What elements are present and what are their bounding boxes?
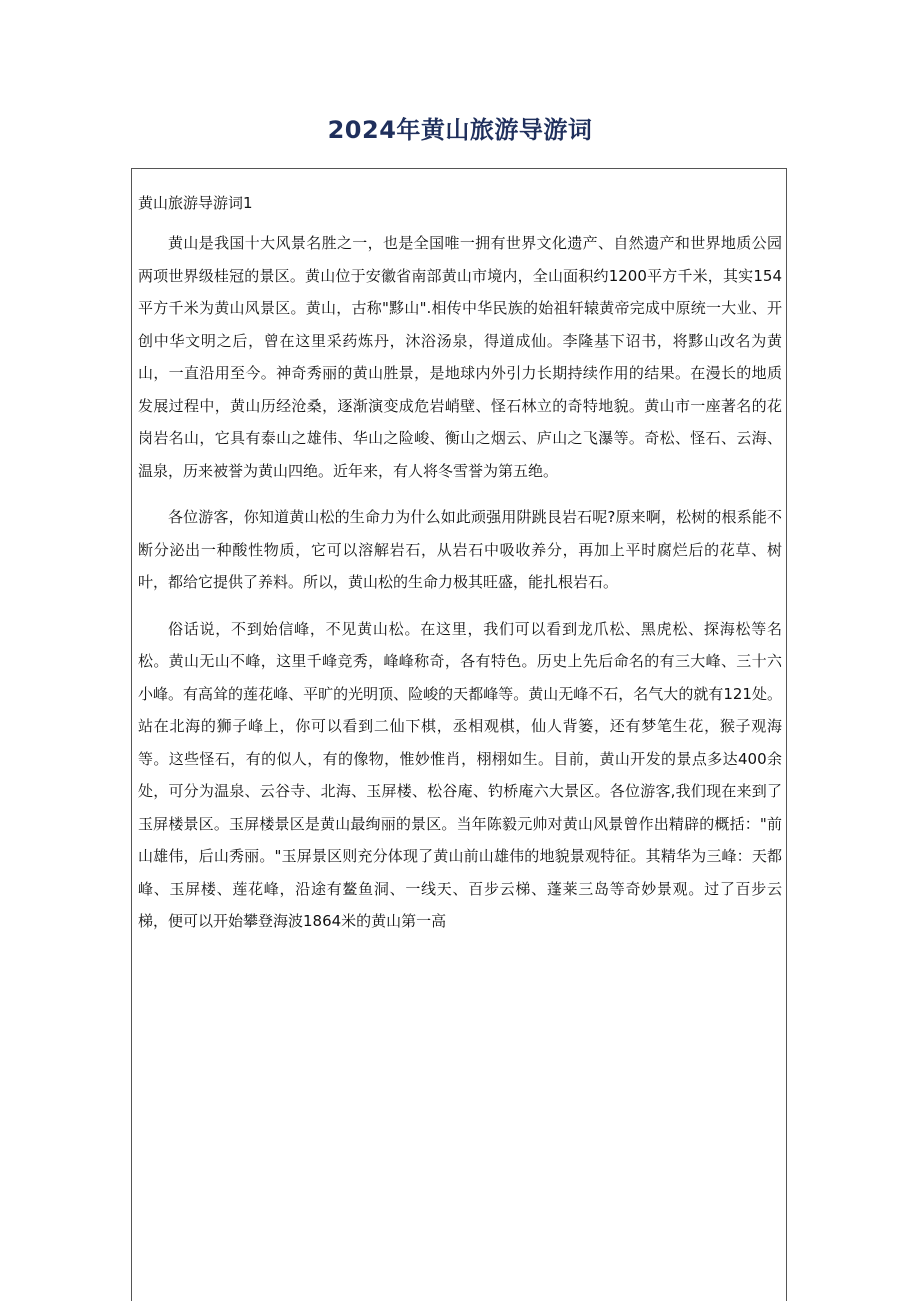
section-heading: 黄山旅游导游词1 <box>138 194 253 212</box>
paragraph-2: 各位游客，你知道黄山松的生命力为什么如此顽强用阱跳艮岩石呢?原来啊，松树的根系能不断分泌出一种酸性物质，它可以溶解岩石，从岩石中吸收养分，再加上平时腐烂后的花草、树叶，都给它提供了养料。所以，黄山松的生命力极其旺盛，能扎根岩石。 <box>138 508 782 591</box>
paragraph-3: 俗话说，不到始信峰，不见黄山松。在这里，我们可以看到龙爪松、黑虎松、探海松等名松。黄山无山不峰，这里千峰竞秀，峰峰称奇，各有特色。历史上先后命名的有三大峰、三十六小峰。有高耸的莲花峰、平旷的光明顶、险峻的天都峰等。黄山无峰不石，名气大的就有121处。站在北海的狮子峰上，你可以看到二仙下棋，丞相观棋，仙人背篓，还有梦笔生花，猴子观海等。这些怪石，有的似人，有的像物，惟妙惟肖，栩栩如生。目前，黄山开发的景点多达400余处，可分为温泉、云谷寺、北海、玉屏楼、松谷庵、钓桥庵六大景区。各位游客,我们现在来到了玉屏楼景区。玉屏楼景区是黄山最绚丽的景区。当年陈毅元帅对黄山风景曾作出精辟的概括："前山雄伟，后山秀丽。"玉屏景区则充分体现了黄山前山雄伟的地貌景观特征。其精华为三峰：天都峰、玉屏楼、莲花峰，沿途有鳌鱼洞、一线天、百步云梯、蓬莱三岛等奇妙景观。过了百步云梯，便可以开始攀登海波1864米的黄山第一高 <box>138 619 782 930</box>
article-body <box>138 189 782 938</box>
paragraph-1: 黄山是我国十大风景名胜之一，也是全国唯一拥有世界文化遗产、自然遗产和世界地质公园两项世界级桂冠的景区。黄山位于安徽省南部黄山市境内，全山面积约1200平方千米，其实154平方千米为黄山风景区。黄山，古称"黟山".相传中华民族的始祖轩辕黄帝完成中原统一大业、开创中华文明之后，曾在这里采药炼丹，沐浴汤泉，得道成仙。李隆基下诏书，将黟山改名为黄山，一直沿用至今。神奇秀丽的黄山胜景，是地球内外引力长期持续作用的结果。在漫长的地质发展过程中，黄山历经沧桑，逐渐演变成危岩峭壁、怪石林立的奇特地貌。黄山市一座著名的花岗岩名山，它具有泰山之雄伟、华山之险峻、衡山之烟云、庐山之飞瀑等。奇松、怪石、云海、温泉，历来被誉为黄山四绝。近年来，有人将冬雪誉为第五绝。 <box>138 234 782 480</box>
content-frame <box>131 168 787 1301</box>
page-title: 2024年黄山旅游导游词 <box>327 116 593 144</box>
